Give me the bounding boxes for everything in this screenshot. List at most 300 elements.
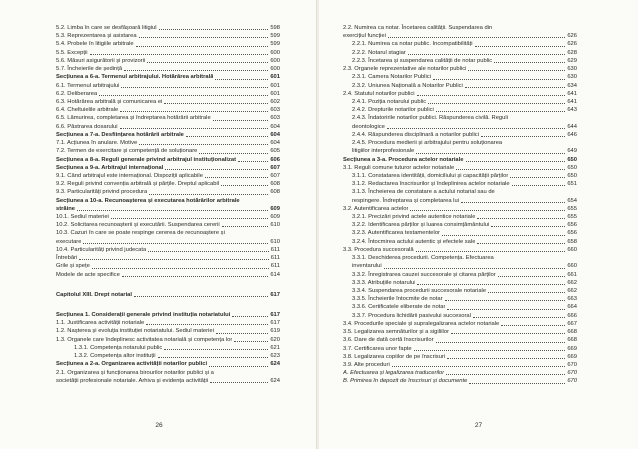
toc-entry-title: 6.6. Păstrarea dosarului	[56, 123, 118, 130]
dot-leader	[456, 168, 565, 170]
toc-entry-title: 3.3.4. Suspendarea procedurii succesorale notariale	[352, 288, 487, 294]
dot-leader	[451, 332, 565, 334]
toc-entry	[343, 106, 577, 114]
dot-leader	[134, 295, 268, 297]
toc-entry-title: 7.2. Termen de exercitare și competență de soluționare	[56, 148, 198, 155]
dot-leader	[468, 69, 565, 71]
toc-entry	[56, 90, 280, 98]
toc-entry-title: 1.3.2. Competența altor instituții	[74, 353, 156, 360]
toc-entry-page: 666	[567, 312, 577, 319]
dot-leader	[136, 45, 269, 47]
toc-entry-page: 617	[270, 320, 280, 327]
dot-leader	[446, 373, 565, 375]
toc-entry	[343, 82, 577, 90]
toc-entry-page: 604	[270, 131, 280, 138]
page-number-left: 26	[155, 422, 163, 429]
toc-entry-title: 3.3.7. Procedura lichidării pasivului succesoral	[352, 312, 471, 319]
toc-entry	[343, 65, 577, 73]
dot-leader	[436, 110, 565, 112]
toc-entry-title: 5.6. Măsuri asigurătorii și provizorii	[56, 57, 146, 64]
toc-entry	[343, 279, 577, 287]
toc-entry	[343, 32, 577, 40]
toc-entry	[343, 164, 577, 172]
toc-entry-page: 607	[270, 172, 280, 179]
table-of-contents-right	[343, 24, 577, 386]
dot-leader	[465, 86, 565, 88]
toc-heading	[56, 164, 280, 172]
toc-entry-page: 654	[567, 197, 577, 204]
dot-leader	[481, 135, 565, 137]
toc-heading	[56, 73, 280, 81]
dot-leader	[234, 340, 268, 342]
toc-entry-title: 3.4. Procedurile speciale și supralegalizarea actelor notariale	[343, 320, 500, 327]
toc-entry	[56, 106, 280, 114]
dot-leader	[122, 275, 269, 277]
toc-entry-page: 623	[270, 353, 280, 360]
dot-leader	[165, 168, 268, 170]
toc-entry-page: 604	[270, 123, 280, 130]
dot-leader	[77, 209, 268, 211]
toc-entry	[56, 262, 280, 270]
toc-entry-page: 620	[270, 336, 280, 343]
toc-entry-page: 600	[270, 66, 280, 73]
toc-entry-page: 634	[567, 82, 577, 89]
dot-leader	[417, 283, 565, 285]
toc-entry-title: 2.4.2. Drepturile notarilor publici	[352, 107, 434, 114]
toc-entry-page: 658	[567, 238, 577, 245]
dot-leader	[238, 160, 268, 162]
toc-entry-title: executare	[56, 238, 82, 245]
dot-leader	[79, 258, 268, 260]
toc-entry	[56, 336, 280, 344]
toc-entry-page: 600	[270, 49, 280, 56]
toc-entry-title: 5.7. Încheierile de ședință	[56, 66, 123, 73]
toc-entry-title: 2.2.2. Notarul stagiar	[352, 49, 406, 56]
toc-entry	[56, 238, 280, 246]
left-page	[0, 0, 318, 449]
dot-leader	[433, 78, 565, 80]
toc-entry	[56, 188, 280, 196]
toc-entry-title: 9.3. Particularități privind procedura	[56, 189, 148, 196]
toc-entry-page: 660	[567, 246, 577, 253]
toc-entry-title: 6.1. Termenul arbitrajului	[56, 82, 120, 89]
toc-entry	[56, 49, 280, 57]
page-number-right: 27	[474, 422, 483, 429]
toc-entry-title: 5.4. Probele în litigiile arbitrale	[56, 41, 134, 48]
toc-entry-page: 601	[270, 74, 280, 81]
dot-leader	[186, 135, 268, 137]
dot-leader	[384, 267, 566, 269]
toc-entry-title: Întrebări	[56, 255, 78, 262]
toc-entry	[343, 213, 577, 221]
dot-leader	[408, 53, 566, 55]
right-page	[319, 0, 638, 449]
toc-entry-page: 619	[270, 328, 280, 335]
dot-leader	[149, 193, 268, 195]
dot-leader	[120, 110, 268, 112]
dot-leader	[121, 86, 268, 88]
toc-entry-title: B. Primirea în depozit de înscrisuri și documente	[343, 378, 468, 385]
toc-entry	[343, 369, 577, 377]
toc-entry-page: 598	[270, 25, 280, 31]
toc-entry-title: 6.2. Deliberarea	[56, 90, 98, 97]
toc-entry-title: 2.2. Numirea ca notar. Încetarea calității. Suspendarea din	[343, 25, 493, 31]
toc-entry	[56, 57, 280, 65]
toc-entry-title: 3.2.4. Întocmirea actului autentic și efectele sale	[352, 238, 476, 245]
dot-leader	[205, 176, 268, 178]
toc-entry	[343, 353, 577, 361]
toc-entry-page: 661	[567, 271, 577, 278]
toc-entry-page: 605	[270, 148, 280, 155]
toc-entry-page: 669	[567, 353, 577, 360]
toc-entry	[343, 172, 577, 180]
toc-entry	[56, 229, 280, 237]
toc-entry	[343, 320, 577, 328]
dot-leader	[436, 341, 566, 343]
toc-entry-page: 614	[270, 271, 280, 278]
toc-entry-title: respingere. Îndreptarea și completarea lui	[352, 197, 459, 204]
table-of-contents-left	[56, 24, 280, 385]
dot-leader	[164, 102, 268, 104]
toc-entry-page: 641	[567, 90, 577, 97]
dot-leader	[501, 324, 565, 326]
dot-leader	[445, 299, 566, 301]
toc-entry-page: 650	[567, 164, 577, 171]
toc-entry-page: 606	[270, 156, 280, 163]
toc-entry-page: 630	[567, 74, 577, 81]
toc-entry-title: 3.9. Alte proceduri	[343, 361, 390, 368]
dot-leader	[215, 78, 268, 80]
toc-entry-page: 611	[270, 255, 280, 262]
dot-leader	[473, 316, 565, 318]
toc-entry	[343, 254, 577, 262]
toc-entry-title: 1.1. Justificarea activității notariale	[56, 320, 145, 327]
toc-entry-page: 617	[270, 312, 280, 318]
toc-entry	[343, 361, 577, 369]
toc-entry-title: Secțiunea a 7-a. Desființarea hotărârii arbitrale	[56, 131, 184, 138]
dot-leader	[120, 127, 269, 129]
toc-entry	[343, 303, 577, 311]
dot-leader	[148, 250, 269, 252]
toc-entry-page: 670	[567, 361, 577, 368]
dot-leader	[469, 382, 565, 384]
toc-entry-page: 663	[567, 296, 577, 303]
dot-leader	[461, 201, 565, 203]
toc-entry-title: 2.4.4. Răspunderea disciplinară a notarilor publici	[352, 131, 479, 138]
dot-leader	[414, 349, 566, 351]
toc-entry-page: 603	[270, 107, 280, 114]
toc-entry-page: 610	[270, 238, 280, 245]
toc-entry	[56, 271, 280, 279]
toc-entry	[56, 139, 280, 147]
toc-entry-title: 10.1. Sediul materiei	[56, 214, 109, 221]
toc-entry-page: 667	[567, 320, 577, 327]
toc-entry	[343, 295, 577, 303]
toc-entry-page: 670	[567, 370, 577, 377]
toc-entry-title: Secțiunea 1. Considerații generale privind instituția notariatului	[56, 312, 231, 318]
toc-entry	[343, 221, 577, 229]
toc-entry-title: 3.2.2. Identificarea părților și luarea consimțământului	[352, 222, 490, 229]
toc-entry-page: 644	[567, 123, 577, 130]
toc-entry	[343, 40, 577, 48]
toc-entry	[343, 139, 577, 147]
toc-entry	[56, 114, 280, 122]
toc-heading	[56, 291, 280, 299]
dot-leader	[159, 28, 269, 30]
dot-leader	[92, 267, 269, 269]
toc-entry	[343, 73, 577, 81]
dot-leader	[388, 36, 565, 38]
toc-entry-page: 656	[567, 222, 577, 229]
toc-entry-page: 626	[567, 33, 577, 40]
toc-heading	[56, 197, 280, 205]
toc-entry	[343, 114, 577, 122]
dot-leader	[111, 217, 268, 219]
toc-entry-title: societății profesionale notariale. Arhiva și evidența activității	[56, 377, 209, 384]
toc-entry-page: 655	[567, 205, 577, 212]
toc-entry-title: Secțiunea a 10-a. Recunoașterea și executarea hotărârilor arbitrale	[56, 197, 240, 204]
toc-entry	[343, 98, 577, 106]
toc-entry-page: 669	[567, 345, 577, 352]
dot-leader	[498, 275, 566, 277]
toc-entry-title: 2.3.2. Uniunea Națională a Notarilor Publici	[352, 82, 463, 89]
toc-entry-title: 1.3. Organele care îndeplinesc activitatea notarială și competența lor	[56, 336, 233, 343]
toc-entry-title: 3.2.3. Autentificarea testamentelor	[352, 230, 440, 237]
toc-entry	[343, 24, 577, 32]
dot-leader	[488, 291, 565, 293]
toc-entry-title: 9.1. Când arbitrajul este internațional. Dispoziții aplicabile	[56, 172, 203, 179]
dot-leader	[146, 323, 268, 325]
toc-entry	[56, 32, 280, 40]
toc-entry-title: 3.2.1. Precizări privind actele autentice notariale	[352, 214, 476, 221]
toc-entry	[343, 205, 577, 213]
dot-leader	[139, 143, 268, 145]
toc-entry	[56, 98, 280, 106]
toc-entry	[56, 327, 280, 335]
dot-leader	[147, 61, 268, 63]
toc-entry-title: Secțiunea a 8-a. Reguli generale privind arbitrajul instituționalizat	[56, 156, 237, 163]
dot-leader	[209, 365, 268, 367]
dot-leader	[213, 119, 269, 121]
toc-entry	[343, 345, 577, 353]
toc-entry-page: 621	[270, 344, 280, 351]
toc-entry-page: 610	[270, 222, 280, 229]
dot-leader	[99, 94, 268, 96]
toc-entry	[343, 180, 577, 188]
dot-leader	[158, 356, 269, 358]
toc-entry	[343, 131, 577, 139]
toc-entry	[56, 246, 280, 254]
dot-leader	[199, 152, 268, 154]
dot-leader	[447, 308, 565, 310]
dot-leader	[510, 176, 565, 178]
toc-entry-title: Grile și spețe	[56, 263, 90, 270]
toc-entry-title: 3.3.3. Atribuțiile notarului	[352, 279, 416, 286]
toc-entry	[343, 312, 577, 320]
toc-entry-page: 608	[270, 181, 280, 188]
toc-entry-page: 608	[270, 189, 280, 196]
toc-entry-title: 3.1.3. Încheierea de constatare a actului notarial sau de	[352, 189, 495, 196]
toc-entry-title: 3.3. Procedura succesorală	[343, 246, 414, 253]
dot-leader	[494, 61, 565, 63]
dot-leader	[124, 69, 268, 71]
toc-entry-title: Capitolul XIII. Drept notarial	[56, 291, 133, 298]
toc-entry-title: Modele de acte specifice	[56, 271, 120, 278]
toc-entry	[56, 123, 280, 131]
toc-entry-page: 599	[270, 41, 280, 48]
toc-entry-title: 5.5. Excepții	[56, 49, 88, 56]
dot-leader	[447, 357, 565, 359]
dot-leader	[416, 250, 566, 252]
toc-entry	[343, 188, 577, 196]
dot-leader	[216, 332, 268, 334]
toc-entry-title: 3.1.2. Redactarea înscrisurilor și îndeplinirea actelor notariale	[352, 181, 510, 188]
toc-entry-title: A. Efectuarea și legalizarea traducerilor	[343, 370, 445, 377]
toc-entry	[343, 262, 577, 270]
toc-entry-title: 3.3.6. Certificatele eliberate de notar	[352, 304, 446, 311]
toc-entry-title: 5.2. Limba în care se desfășoară litigiul	[56, 25, 157, 31]
toc-entry-title: 3.5. Legalizarea semnăturilor și a sigiliilor	[343, 329, 450, 336]
toc-entry	[56, 24, 280, 32]
toc-entry	[343, 328, 577, 336]
toc-entry-title: litigiilor interprofesionale	[352, 148, 415, 155]
dot-leader	[428, 102, 565, 104]
toc-entry-title: 3.3.1. Deschiderea procedurii. Competența. Efectuarea	[352, 255, 494, 262]
toc-entry	[343, 287, 577, 295]
dot-leader	[221, 184, 268, 186]
toc-entry-page: 646	[567, 131, 577, 138]
dot-leader	[477, 242, 565, 244]
toc-entry-title: 2.4. Statutul notarilor publici	[343, 90, 415, 97]
toc-entry-title: 10.4. Particularități privind judecata	[56, 246, 147, 253]
toc-entry-title: 3.6. Dare de dată certă înscrisurilor	[343, 337, 434, 344]
toc-entry-page: 599	[270, 33, 280, 40]
toc-entry-page: 630	[567, 66, 577, 73]
spacer	[56, 299, 280, 311]
dot-leader	[232, 315, 268, 317]
toc-entry-page: 601	[270, 90, 280, 97]
toc-entry-title: 2.3.1. Camera Notarilor Publici	[352, 74, 431, 81]
spacer	[56, 279, 280, 291]
toc-entry	[343, 377, 577, 385]
toc-entry-page: 664	[567, 304, 577, 311]
dot-leader	[90, 53, 269, 55]
dot-leader	[410, 209, 565, 211]
toc-entry	[343, 57, 577, 65]
toc-entry-title: 7.1. Acțiunea în anulare. Motive	[56, 140, 138, 147]
toc-entry	[56, 147, 280, 155]
toc-entry-title: 2.4.3. Îndatoririle notarilor publici. Răspunderea civilă. Reguli	[352, 115, 508, 122]
toc-entry-title: 6.5. Lămurirea, completarea și îndreptarea hotărârii arbitrale	[56, 115, 211, 122]
toc-entry	[56, 40, 280, 48]
toc-entry-title: Secțiunea a 6-a. Termenul arbitrajului. Hotărârea arbitrală	[56, 74, 214, 81]
toc-entry-title: 3.1.1. Constatarea identității, domiciliului și capacității părților	[352, 172, 509, 179]
toc-entry-page: 611	[270, 246, 280, 253]
toc-entry	[343, 197, 577, 205]
toc-entry-page: 628	[567, 49, 577, 56]
toc-entry-title: 3.2. Autentificarea actelor	[343, 205, 409, 212]
toc-entry	[56, 319, 280, 327]
toc-entry	[56, 254, 280, 262]
toc-entry-page: 641	[567, 98, 577, 105]
toc-entry-page: 650	[567, 172, 577, 179]
toc-entry-title: 3.3.5. Încheierile întocmite de notar	[352, 296, 443, 303]
toc-entry-page: 607	[270, 164, 280, 171]
toc-entry-title: inventarului	[352, 263, 382, 270]
toc-entry-title: 1.3.1. Competența notarului public	[74, 344, 163, 351]
toc-entry-title: 10.2. Solicitarea recunoașterii și executării. Suspendarea cererii	[56, 222, 220, 229]
dot-leader	[512, 184, 566, 186]
toc-entry	[56, 352, 280, 360]
dot-leader	[222, 225, 269, 227]
toc-entry	[343, 238, 577, 246]
toc-entry-page: 626	[567, 41, 577, 48]
toc-entry-title: 5.3. Reprezentarea și asistarea	[56, 33, 137, 40]
toc-entry	[343, 147, 577, 155]
toc-heading	[56, 311, 280, 319]
toc-heading	[56, 156, 280, 164]
toc-entry-page: 609	[270, 205, 280, 212]
toc-entry-page: 600	[270, 57, 280, 64]
toc-entry-title: 10.3. Cazuri în care se poate respinge cererea de recunoaștere și	[56, 230, 225, 237]
toc-entry-page: 656	[567, 230, 577, 237]
toc-entry	[56, 344, 280, 352]
toc-entry	[56, 180, 280, 188]
toc-entry-page: 655	[567, 214, 577, 221]
toc-entry-title: 2.2.1. Numirea ca notar public. Incompatibilități	[352, 41, 473, 48]
toc-entry	[343, 49, 577, 57]
toc-entry-page: 624	[270, 377, 280, 384]
toc-entry	[56, 172, 280, 180]
toc-entry	[56, 221, 280, 229]
toc-entry-page: 660	[567, 263, 577, 270]
toc-entry-page: 649	[567, 148, 577, 155]
dot-leader	[416, 152, 565, 154]
toc-entry	[343, 246, 577, 254]
dot-leader	[83, 242, 268, 244]
toc-entry-page: 604	[270, 140, 280, 147]
toc-entry-page: 617	[270, 291, 280, 298]
toc-entry	[56, 369, 280, 377]
toc-entry-page: 601	[270, 82, 280, 89]
toc-entry-title: 2.1. Organizarea și funcționarea birourilor notarilor publici și a	[56, 369, 214, 376]
toc-entry-page: 668	[567, 337, 577, 344]
toc-entry	[56, 65, 280, 73]
toc-entry-page: 611	[270, 263, 280, 270]
dot-leader	[164, 348, 268, 350]
toc-entry-title: 6.3. Hotărârea arbitrală și comunicarea ei	[56, 98, 163, 105]
toc-heading	[343, 156, 577, 164]
toc-entry-title: 2.4.1. Poziția notarului public	[352, 98, 427, 105]
toc-heading	[56, 131, 280, 139]
dot-leader	[475, 45, 566, 47]
toc-entry-page: 609	[270, 214, 280, 221]
toc-entry-page: 668	[567, 329, 577, 336]
toc-entry	[343, 336, 577, 344]
toc-entry	[343, 229, 577, 237]
toc-entry-page: 662	[567, 288, 577, 294]
dot-leader	[442, 234, 565, 236]
toc-entry-page: 651	[567, 181, 577, 188]
toc-entry-title: Secțiunea a 9-a. Arbitrajul internațional	[56, 164, 164, 171]
toc-entry-title: 2.4.5. Procedura medierii și arbitrajului pentru soluționarea	[352, 140, 503, 147]
toc-entry-title: 3.3.2. Înregistrarea cauzei succesorale și citarea părților	[352, 271, 496, 278]
dot-leader	[417, 94, 566, 96]
toc-entry	[343, 123, 577, 131]
dot-leader	[491, 225, 565, 227]
dot-leader	[387, 127, 565, 129]
dot-leader	[392, 365, 566, 367]
